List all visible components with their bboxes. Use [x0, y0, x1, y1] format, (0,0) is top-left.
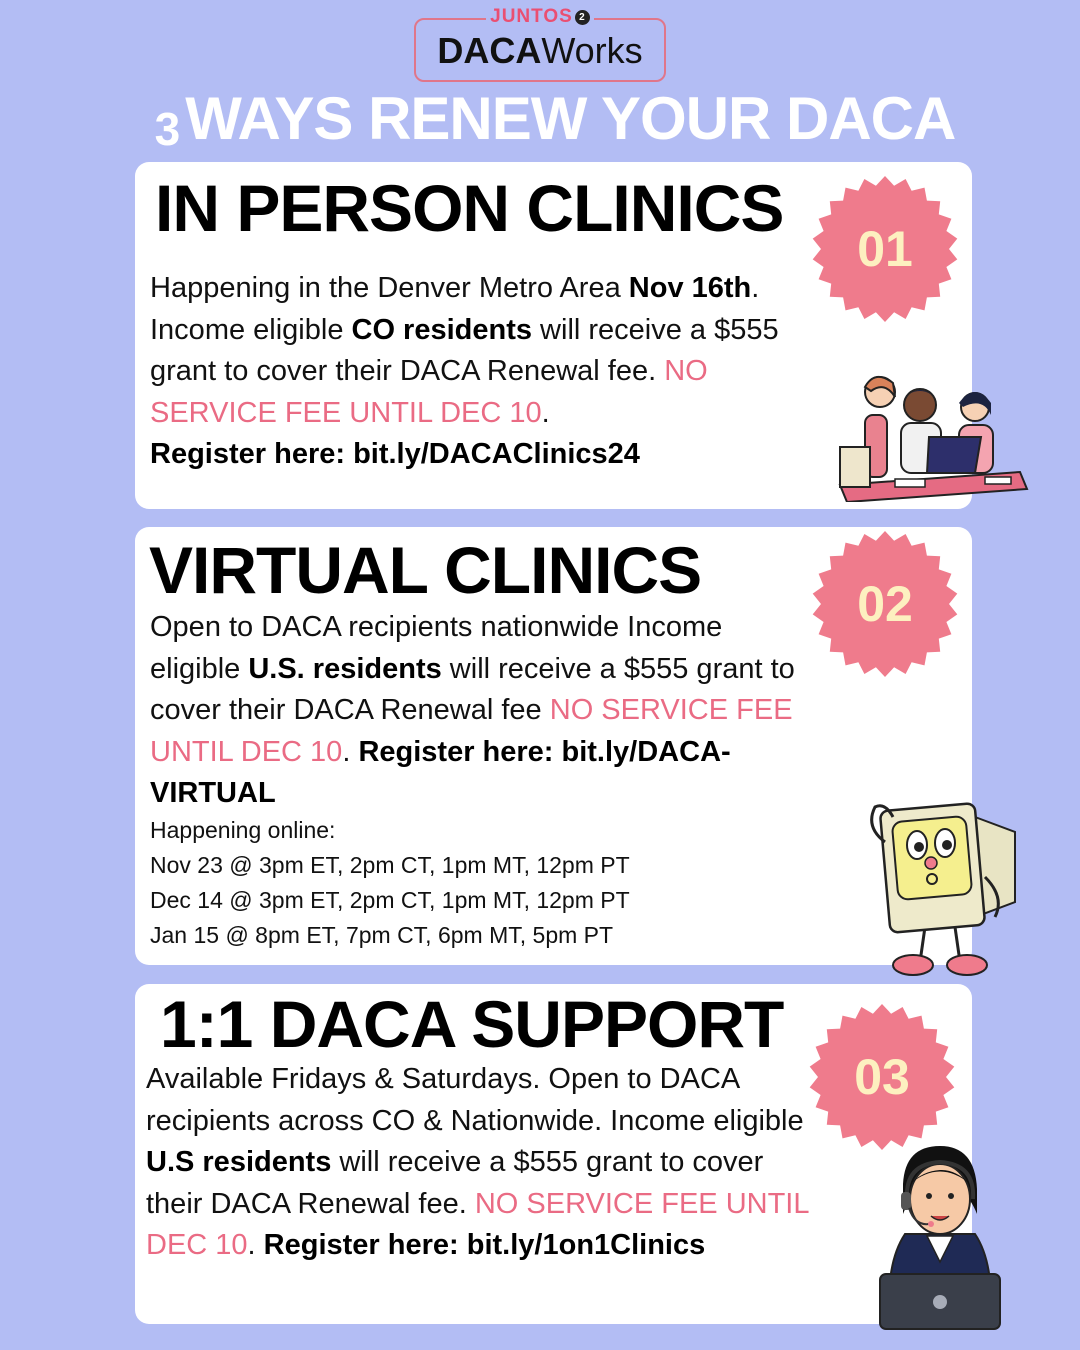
section-description: Available Fridays & Saturdays. Open to DACA recipients across CO & Nationwide. Income eligible U.S residents will receive a $555 grant to cover their DACA Renewal fee. NO SERVICE FEE UNTIL DEC 10. Register here: bit.ly/1on1Clinics [146, 1063, 809, 1261]
section-badge [810, 174, 960, 324]
support-agent-illustration [865, 1144, 1015, 1334]
section-badge-number: 02 [857, 576, 913, 632]
schedule-item: Jan 15 @ 8pm ET, 7pm CT, 6pm MT, 5pm PT [150, 922, 614, 948]
logo-juntos-number: 2 [575, 10, 590, 25]
section-title: IN PERSON CLINICS [155, 171, 784, 245]
page-title-text: WAYS RENEW YOUR DACA [185, 85, 956, 152]
schedule-label: Happening online: [150, 817, 336, 843]
schedule-item: Nov 23 @ 3pm ET, 2pm CT, 1pm MT, 12pm PT [150, 852, 630, 878]
section-badge [810, 529, 960, 679]
register-link[interactable]: Register here: bit.ly/1on1Clinics [263, 1229, 706, 1261]
section-title: 1:1 DACA SUPPORT [160, 987, 784, 1061]
section-badge-number: 01 [857, 221, 913, 277]
retro-computer-mascot-illustration [855, 797, 1025, 977]
section-card-in-person [135, 162, 972, 509]
logo-juntos: JUNTOS 2 [416, 6, 664, 28]
no-fee-notice: NO SERVICE FEE UNTIL DEC 10 [146, 1187, 809, 1261]
register-link[interactable]: Register here: bit.ly/DACAClinics24 [150, 438, 640, 470]
section-card-one-on-one [135, 984, 972, 1324]
logo-brand: DACAWorks [437, 30, 643, 71]
section-description: Open to DACA recipients nationwide Income eligible U.S. residents will receive a $555 grant to cover their DACA Renewal fee NO SERVICE FEE UNTIL DEC 10. Register here: bit.ly/DACA-VIRTUAL [150, 611, 795, 809]
logo [414, 6, 666, 82]
section-badge-number: 03 [854, 1049, 910, 1105]
page-title-number: 3 [154, 103, 180, 155]
register-link[interactable]: Register here: bit.ly/DACA-VIRTUAL [150, 735, 731, 809]
group-studying-illustration [835, 367, 1030, 502]
page-title [135, 84, 975, 156]
section-badge [807, 1002, 957, 1152]
section-card-virtual [135, 527, 972, 965]
online-schedule [150, 813, 710, 953]
no-fee-notice: NO SERVICE FEE UNTIL DEC 10 [150, 694, 793, 768]
section-description: Happening in the Denver Metro Area Nov 16th. Income eligible CO residents will receive a $555 grant to cover their DACA Renewal fee. NO SERVICE FEE UNTIL DEC 10. Register here: bit.ly/DACAClinics24 [150, 272, 779, 470]
no-fee-notice: NO SERVICE FEE UNTIL DEC 10 [150, 355, 708, 429]
section-title: VIRTUAL CLINICS [149, 533, 702, 607]
schedule-item: Dec 14 @ 3pm ET, 2pm CT, 1pm MT, 12pm PT [150, 887, 630, 913]
